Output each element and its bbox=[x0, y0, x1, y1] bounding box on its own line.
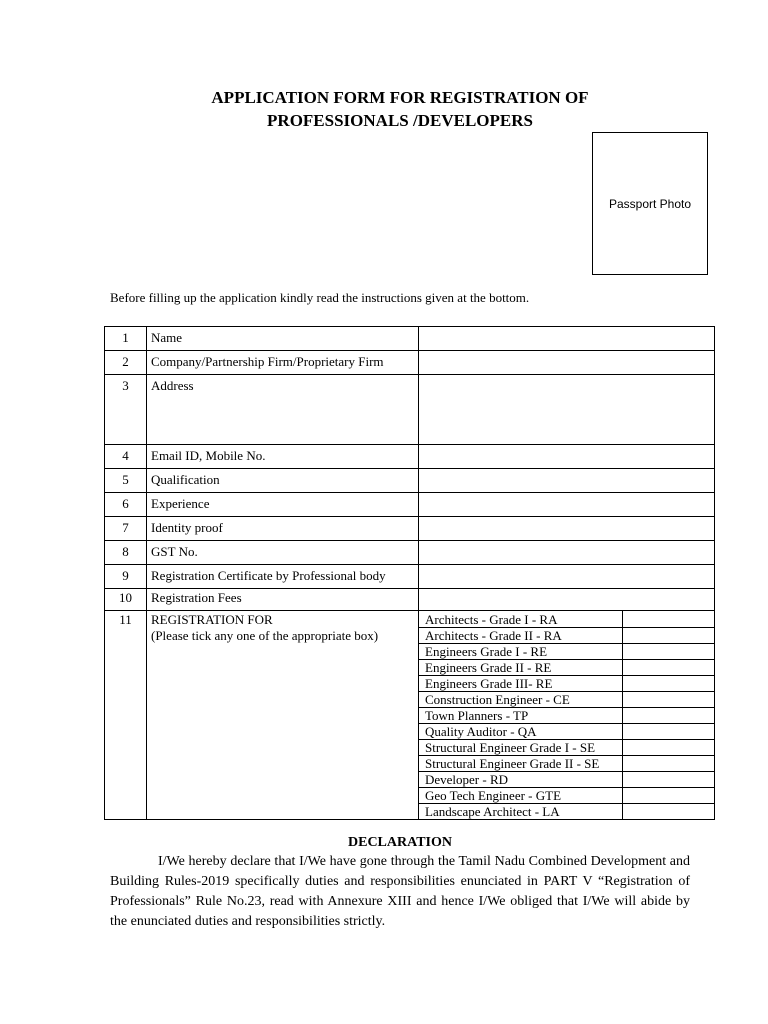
name-field[interactable] bbox=[419, 327, 715, 351]
tick-box-re-grade-2[interactable] bbox=[623, 660, 715, 676]
form-title-line-1: APPLICATION FORM FOR REGISTRATION OF bbox=[211, 88, 589, 107]
registration-fees-field[interactable] bbox=[419, 589, 715, 611]
company-field[interactable] bbox=[419, 351, 715, 375]
option-label: Geo Tech Engineer - GTE bbox=[419, 788, 623, 804]
registration-option bbox=[419, 740, 714, 756]
row-number: 4 bbox=[105, 445, 147, 469]
registration-for-label-cell bbox=[147, 611, 419, 820]
row-label: Address bbox=[147, 375, 419, 445]
row-label: Name bbox=[147, 327, 419, 351]
tick-box-rd[interactable] bbox=[623, 772, 715, 788]
option-label: Construction Engineer - CE bbox=[419, 692, 623, 708]
registration-option bbox=[419, 611, 714, 628]
registration-option bbox=[419, 788, 714, 804]
tick-box-se-grade-1[interactable] bbox=[623, 740, 715, 756]
registration-for-label: REGISTRATION FOR bbox=[151, 612, 273, 627]
option-label: Structural Engineer Grade I - SE bbox=[419, 740, 623, 756]
registration-option bbox=[419, 644, 714, 660]
form-row-qualification bbox=[105, 469, 715, 493]
tick-box-tp[interactable] bbox=[623, 708, 715, 724]
option-label: Landscape Architect - LA bbox=[425, 804, 560, 819]
qualification-field[interactable] bbox=[419, 469, 715, 493]
row-number: 9 bbox=[105, 565, 147, 589]
instruction-text: Before filling up the application kindly read the instructions given at the bottom. bbox=[110, 290, 530, 305]
form-row-address bbox=[105, 375, 715, 445]
row-label: GST No. bbox=[147, 541, 419, 565]
registration-certificate-field[interactable] bbox=[419, 565, 715, 589]
row-label: Qualification bbox=[147, 469, 419, 493]
row-label: Registration Certificate by Professional body bbox=[147, 565, 419, 589]
option-label: Structural Engineer Grade II - SE bbox=[419, 756, 623, 772]
form-row-gst bbox=[105, 541, 715, 565]
registration-option bbox=[419, 724, 714, 740]
tick-box-re-grade-3[interactable] bbox=[623, 676, 715, 692]
option-label: Developer - RD bbox=[419, 772, 623, 788]
registration-options-table bbox=[419, 611, 714, 819]
registration-option bbox=[419, 676, 714, 692]
row-label: Email ID, Mobile No. bbox=[147, 445, 419, 469]
tick-box-la[interactable] bbox=[623, 804, 715, 820]
form-row-email-mobile bbox=[105, 445, 715, 469]
option-label: Quality Auditor - QA bbox=[419, 724, 623, 740]
application-form-table bbox=[104, 326, 715, 820]
form-title bbox=[100, 86, 700, 132]
email-mobile-field[interactable] bbox=[419, 445, 715, 469]
registration-option bbox=[419, 772, 714, 788]
tick-box-ce[interactable] bbox=[623, 692, 715, 708]
option-label: Engineers Grade I - RE bbox=[419, 644, 623, 660]
form-row-identity-proof bbox=[105, 517, 715, 541]
row-label: Experience bbox=[147, 493, 419, 517]
option-label: Architects - Grade I - RA bbox=[419, 611, 623, 628]
option-label: Architects - Grade II - RA bbox=[419, 628, 623, 644]
option-label: Engineers Grade II - RE bbox=[419, 660, 623, 676]
row-number: 2 bbox=[105, 351, 147, 375]
form-title-line-2: PROFESSIONALS /DEVELOPERS bbox=[267, 111, 533, 130]
row-number: 1 bbox=[105, 327, 147, 351]
row-number: 10 bbox=[105, 589, 147, 611]
experience-field[interactable] bbox=[419, 493, 715, 517]
option-label: Engineers Grade III- RE bbox=[419, 676, 623, 692]
registration-option bbox=[419, 628, 714, 644]
declaration-text: I/We hereby declare that I/We have gone through the Tamil Nadu Combined Development and Building Rules-2019 specifically duties and responsibilities enunciated in PART V “Registration of Professionals” Rule No.23, read with Annexure XIII and hence I/We obliged that I/We will abide by the enunciated duties and responsibilities strictly. bbox=[110, 854, 690, 929]
row-label: Registration Fees bbox=[147, 589, 419, 611]
row-number: 5 bbox=[105, 469, 147, 493]
tick-box-re-grade-1[interactable] bbox=[623, 644, 715, 660]
registration-option bbox=[419, 660, 714, 676]
row-label: Company/Partnership Firm/Proprietary Firm bbox=[147, 351, 419, 375]
row-number: 3 bbox=[105, 375, 147, 445]
declaration-paragraph bbox=[110, 852, 690, 932]
registration-option bbox=[419, 756, 714, 772]
form-row-name bbox=[105, 327, 715, 351]
passport-photo-box[interactable] bbox=[592, 132, 708, 275]
passport-photo-label: Passport Photo bbox=[608, 196, 692, 211]
row-number: 7 bbox=[105, 517, 147, 541]
option-label: Town Planners - TP bbox=[419, 708, 623, 724]
tick-box-gte[interactable] bbox=[623, 788, 715, 804]
address-field[interactable] bbox=[419, 375, 715, 445]
row-number: 11 bbox=[105, 611, 147, 820]
registration-for-hint: (Please tick any one of the appropriate box) bbox=[151, 628, 379, 643]
registration-option bbox=[419, 708, 714, 724]
registration-options-cell bbox=[419, 611, 715, 820]
identity-proof-field[interactable] bbox=[419, 517, 715, 541]
registration-option bbox=[419, 692, 714, 708]
tick-box-se-grade-2[interactable] bbox=[623, 756, 715, 772]
form-row-registration-fees bbox=[105, 589, 715, 611]
row-label: Identity proof bbox=[147, 517, 419, 541]
row-number: 6 bbox=[105, 493, 147, 517]
declaration-heading: DECLARATION bbox=[348, 835, 452, 850]
form-row-registration-for bbox=[105, 611, 715, 820]
form-row-company bbox=[105, 351, 715, 375]
tick-box-qa[interactable] bbox=[623, 724, 715, 740]
form-row-registration-certificate bbox=[105, 565, 715, 589]
gst-field[interactable] bbox=[419, 541, 715, 565]
tick-box-ra-grade-2[interactable] bbox=[623, 628, 715, 644]
registration-option bbox=[419, 804, 714, 820]
tick-box-ra-grade-1[interactable] bbox=[623, 611, 715, 628]
form-row-experience bbox=[105, 493, 715, 517]
row-number: 8 bbox=[105, 541, 147, 565]
